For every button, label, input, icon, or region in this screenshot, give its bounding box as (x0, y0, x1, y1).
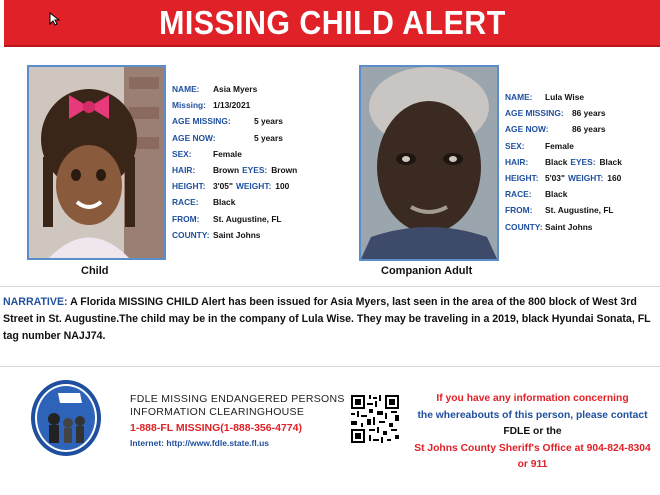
child-info (172, 81, 297, 243)
label: NAME: (505, 92, 533, 102)
sex: Female (545, 140, 574, 151)
narrative-label: NARRATIVE: (3, 296, 68, 308)
adult-height-row (505, 170, 622, 186)
adult-name: Lula Wise (545, 92, 585, 102)
from: St. Augustine, FL (545, 205, 614, 216)
narrative-text: A Florida MISSING CHILD Alert has been issued for Asia Myers, last seen in the area of the 800 block of West 3rd Street in St. Augustine.The child may be in the company of Lula Wise. They may be traveling in a 2019, black Hyundai Sonata, FL tag number NAJJ74. (3, 296, 651, 342)
contact-line3: FDLE or the (503, 426, 562, 437)
label: SEX: (505, 140, 525, 151)
race: Black (545, 189, 568, 200)
eyes: Brown (271, 165, 298, 176)
adult-info (505, 89, 622, 235)
label: WEIGHT: (567, 173, 604, 184)
county: Saint Johns (545, 221, 593, 232)
child-caption: Child (81, 265, 109, 277)
adult-photo (359, 65, 499, 261)
child-photo (27, 65, 166, 260)
label: WEIGHT: (235, 181, 272, 192)
eyes: Black (599, 156, 622, 167)
height: 5'03" (545, 173, 565, 184)
label: Missing: (172, 100, 206, 111)
hair: Black (545, 156, 568, 167)
label: HAIR: (172, 165, 196, 176)
contact-line2: the whereabouts of this person, please contact (417, 409, 648, 421)
age-now: 5 years (254, 132, 283, 143)
child-from-row (172, 211, 297, 227)
label: HAIR: (505, 156, 529, 167)
alert-banner (4, 0, 660, 47)
adult-race-row (505, 186, 622, 202)
label: AGE MISSING: (505, 108, 564, 119)
county: Saint Johns (213, 229, 261, 240)
child-sex-row (172, 146, 297, 162)
label: AGE NOW: (172, 132, 216, 143)
adult-age-now-row (505, 121, 622, 137)
label: COUNTY: (505, 221, 543, 232)
adult-from-row (505, 202, 622, 218)
child-race-row (172, 194, 297, 210)
clearinghouse-logo (30, 379, 102, 457)
qr-code (349, 393, 401, 445)
adult-caption: Companion Adult (381, 265, 473, 277)
missing-date: 1/13/2021 (213, 100, 251, 111)
from: St. Augustine, FL (213, 213, 282, 224)
label: AGE NOW: (505, 124, 549, 135)
height: 3'05" (213, 181, 233, 192)
label: COUNTY: (172, 229, 210, 240)
child-age-now-row (172, 130, 297, 146)
label: AGE MISSING: (172, 116, 231, 127)
child-name-row (172, 81, 297, 97)
contact-line4: St Johns County Sheriff's Office at 904-824-8304 (414, 442, 651, 454)
weight: 160 (607, 173, 622, 184)
hair: Brown (213, 165, 240, 176)
label: EYES: (242, 165, 268, 176)
label: RACE: (505, 189, 532, 200)
child-age-missing-row (172, 113, 297, 129)
child-missing-row (172, 97, 297, 113)
contact-line5: or 911 (517, 459, 548, 470)
race: Black (213, 197, 236, 208)
child-county-row (172, 227, 297, 243)
page-title: MISSING CHILD ALERT (158, 3, 506, 41)
label: RACE: (172, 197, 199, 208)
website-row (130, 437, 345, 450)
contact-line1: If you have any information concerning (436, 393, 629, 404)
adult-county-row (505, 219, 622, 235)
fdle-line1: FDLE MISSING ENDANGERED PERSONS (130, 393, 345, 405)
fdle-line2: INFORMATION CLEARINGHOUSE (130, 406, 305, 418)
adult-name-row (505, 89, 622, 105)
label: FROM: (172, 213, 200, 224)
label: HEIGHT: (172, 181, 206, 192)
age-missing: 5 years (254, 116, 283, 127)
weight: 100 (275, 181, 290, 192)
sex: Female (213, 148, 242, 159)
adult-sex-row (505, 138, 622, 154)
adult-hair-row (505, 154, 622, 170)
fdle-block (130, 393, 345, 450)
divider (0, 286, 660, 287)
internet-label: Internet: (130, 438, 164, 448)
label: FROM: (505, 205, 533, 216)
label: EYES: (570, 156, 596, 167)
child-name: Asia Myers (213, 84, 258, 94)
label: HEIGHT: (505, 173, 539, 184)
contact-info (405, 391, 660, 474)
label: NAME: (172, 84, 200, 94)
adult-age-missing-row (505, 105, 622, 121)
age-missing: 86 years (572, 108, 606, 119)
divider (0, 366, 660, 367)
hotline-phone: 1-888-FL MISSING(1-888-356-4774) (130, 422, 302, 434)
label: SEX: (172, 148, 192, 159)
website-link[interactable]: http://www.fdle.state.fl.us (166, 438, 270, 448)
child-height-row (172, 178, 297, 194)
age-now: 86 years (572, 124, 606, 135)
narrative (3, 294, 657, 345)
child-hair-row (172, 162, 297, 178)
mouse-pointer-icon (49, 12, 61, 26)
